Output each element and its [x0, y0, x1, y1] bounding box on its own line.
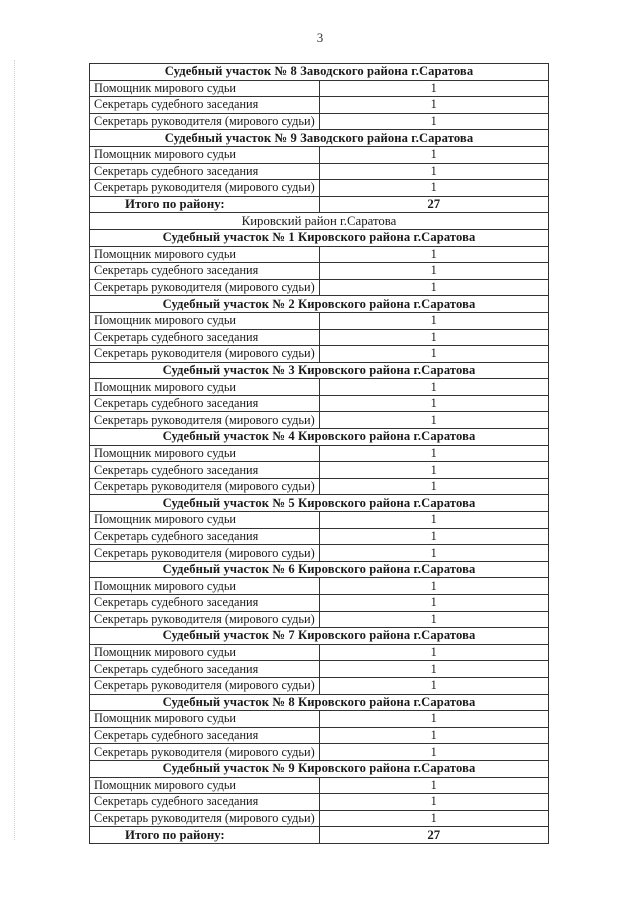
position-name: Секретарь судебного заседания — [90, 329, 320, 346]
table-row — [90, 412, 549, 429]
section-heading-row — [90, 694, 549, 711]
position-name: Секретарь руководителя (мирового судьи) — [90, 412, 320, 429]
section-heading: Судебный участок № 9 Заводского района г.Саратова — [90, 130, 549, 147]
position-count: 1 — [319, 146, 549, 163]
section-heading: Судебный участок № 9 Кировского района г.Саратова — [90, 760, 549, 777]
section-heading-row — [90, 64, 549, 81]
position-name: Помощник мирового судьи — [90, 644, 320, 661]
position-count: 1 — [319, 478, 549, 495]
table-row — [90, 462, 549, 479]
position-name: Помощник мирового судьи — [90, 246, 320, 263]
position-name: Секретарь руководителя (мирового судьи) — [90, 113, 320, 130]
position-count: 1 — [319, 180, 549, 197]
position-name: Помощник мирового судьи — [90, 80, 320, 97]
table-row — [90, 146, 549, 163]
position-count: 1 — [319, 279, 549, 296]
section-heading: Судебный участок № 8 Кировского района г.Саратова — [90, 694, 549, 711]
position-count: 1 — [319, 462, 549, 479]
table-row — [90, 545, 549, 562]
position-count: 1 — [319, 97, 549, 114]
position-count: 1 — [319, 644, 549, 661]
position-name: Секретарь руководителя (мирового судьи) — [90, 346, 320, 363]
table-row — [90, 711, 549, 728]
position-count: 1 — [319, 611, 549, 628]
position-name: Помощник мирового судьи — [90, 379, 320, 396]
position-name: Помощник мирового судьи — [90, 512, 320, 529]
position-name: Секретарь судебного заседания — [90, 528, 320, 545]
section-heading-row — [90, 495, 549, 512]
position-count: 1 — [319, 312, 549, 329]
position-name: Секретарь судебного заседания — [90, 661, 320, 678]
position-count: 1 — [319, 794, 549, 811]
position-count: 1 — [319, 346, 549, 363]
position-name: Секретарь судебного заседания — [90, 163, 320, 180]
position-name: Секретарь руководителя (мирового судьи) — [90, 478, 320, 495]
position-count: 1 — [319, 545, 549, 562]
position-count: 1 — [319, 163, 549, 180]
table-row — [90, 810, 549, 827]
table-row — [90, 113, 549, 130]
section-heading: Судебный участок № 5 Кировского района г.Саратова — [90, 495, 549, 512]
position-count: 1 — [319, 578, 549, 595]
table-row — [90, 246, 549, 263]
table-row — [90, 263, 549, 280]
total-value: 27 — [319, 196, 549, 213]
position-count: 1 — [319, 528, 549, 545]
position-count: 1 — [319, 711, 549, 728]
table-row — [90, 644, 549, 661]
position-name: Помощник мирового судьи — [90, 578, 320, 595]
section-heading-row — [90, 760, 549, 777]
table-row — [90, 512, 549, 529]
total-label: Итого по району: — [90, 196, 320, 213]
position-name: Секретарь судебного заседания — [90, 727, 320, 744]
position-name: Секретарь руководителя (мирового судьи) — [90, 677, 320, 694]
total-label: Итого по району: — [90, 827, 320, 844]
section-heading-row — [90, 229, 549, 246]
position-name: Секретарь судебного заседания — [90, 595, 320, 612]
position-count: 1 — [319, 329, 549, 346]
section-heading: Судебный участок № 4 Кировского района г.Саратова — [90, 429, 549, 446]
position-name: Помощник мирового судьи — [90, 146, 320, 163]
position-count: 1 — [319, 777, 549, 794]
section-heading: Судебный участок № 8 Заводского района г.Саратова — [90, 64, 549, 81]
position-name: Помощник мирового судьи — [90, 445, 320, 462]
table-row — [90, 578, 549, 595]
position-name: Секретарь руководителя (мирового судьи) — [90, 279, 320, 296]
position-count: 1 — [319, 744, 549, 761]
table-row — [90, 445, 549, 462]
position-count: 1 — [319, 246, 549, 263]
table-row — [90, 777, 549, 794]
position-count: 1 — [319, 595, 549, 612]
position-count: 1 — [319, 263, 549, 280]
position-count: 1 — [319, 512, 549, 529]
table-row — [90, 312, 549, 329]
position-name: Секретарь судебного заседания — [90, 794, 320, 811]
table-row — [90, 595, 549, 612]
position-name: Секретарь руководителя (мирового судьи) — [90, 744, 320, 761]
table-row — [90, 346, 549, 363]
table-row — [90, 528, 549, 545]
position-count: 1 — [319, 677, 549, 694]
position-count: 1 — [319, 395, 549, 412]
position-name: Секретарь руководителя (мирового судьи) — [90, 611, 320, 628]
section-heading: Судебный участок № 2 Кировского района г.Саратова — [90, 296, 549, 313]
district-heading-row — [90, 213, 549, 230]
table-row — [90, 744, 549, 761]
position-name: Секретарь судебного заседания — [90, 97, 320, 114]
table-row — [90, 478, 549, 495]
total-row — [90, 196, 549, 213]
section-heading: Судебный участок № 7 Кировского района г.Саратова — [90, 628, 549, 645]
scan-margin-marks — [14, 60, 17, 840]
table-row — [90, 727, 549, 744]
total-value: 27 — [319, 827, 549, 844]
section-heading-row — [90, 561, 549, 578]
table-row — [90, 661, 549, 678]
total-row — [90, 827, 549, 844]
position-name: Секретарь судебного заседания — [90, 462, 320, 479]
section-heading-row — [90, 130, 549, 147]
table-row — [90, 794, 549, 811]
district-heading: Кировский район г.Саратова — [90, 213, 549, 230]
position-name: Секретарь руководителя (мирового судьи) — [90, 810, 320, 827]
table-row — [90, 97, 549, 114]
table-row — [90, 395, 549, 412]
position-count: 1 — [319, 113, 549, 130]
table-row — [90, 80, 549, 97]
section-heading-row — [90, 296, 549, 313]
table-row — [90, 180, 549, 197]
position-name: Помощник мирового судьи — [90, 711, 320, 728]
position-name: Секретарь судебного заседания — [90, 395, 320, 412]
section-heading-row — [90, 362, 549, 379]
position-count: 1 — [319, 445, 549, 462]
position-name: Секретарь руководителя (мирового судьи) — [90, 180, 320, 197]
table-row — [90, 329, 549, 346]
table-row — [90, 677, 549, 694]
table-row — [90, 163, 549, 180]
position-count: 1 — [319, 412, 549, 429]
position-name: Секретарь судебного заседания — [90, 263, 320, 280]
section-heading: Судебный участок № 3 Кировского района г.Саратова — [90, 362, 549, 379]
position-count: 1 — [319, 379, 549, 396]
position-name: Помощник мирового судьи — [90, 777, 320, 794]
position-count: 1 — [319, 661, 549, 678]
section-heading-row — [90, 628, 549, 645]
section-heading-row — [90, 429, 549, 446]
table-row — [90, 279, 549, 296]
position-name: Секретарь руководителя (мирового судьи) — [90, 545, 320, 562]
section-heading: Судебный участок № 1 Кировского района г.Саратова — [90, 229, 549, 246]
position-count: 1 — [319, 810, 549, 827]
table-row — [90, 379, 549, 396]
section-heading: Судебный участок № 6 Кировского района г.Саратова — [90, 561, 549, 578]
position-count: 1 — [319, 80, 549, 97]
position-name: Помощник мирового судьи — [90, 312, 320, 329]
table-row — [90, 611, 549, 628]
staff-table — [89, 63, 549, 844]
position-count: 1 — [319, 727, 549, 744]
page-number: 3 — [316, 30, 324, 45]
